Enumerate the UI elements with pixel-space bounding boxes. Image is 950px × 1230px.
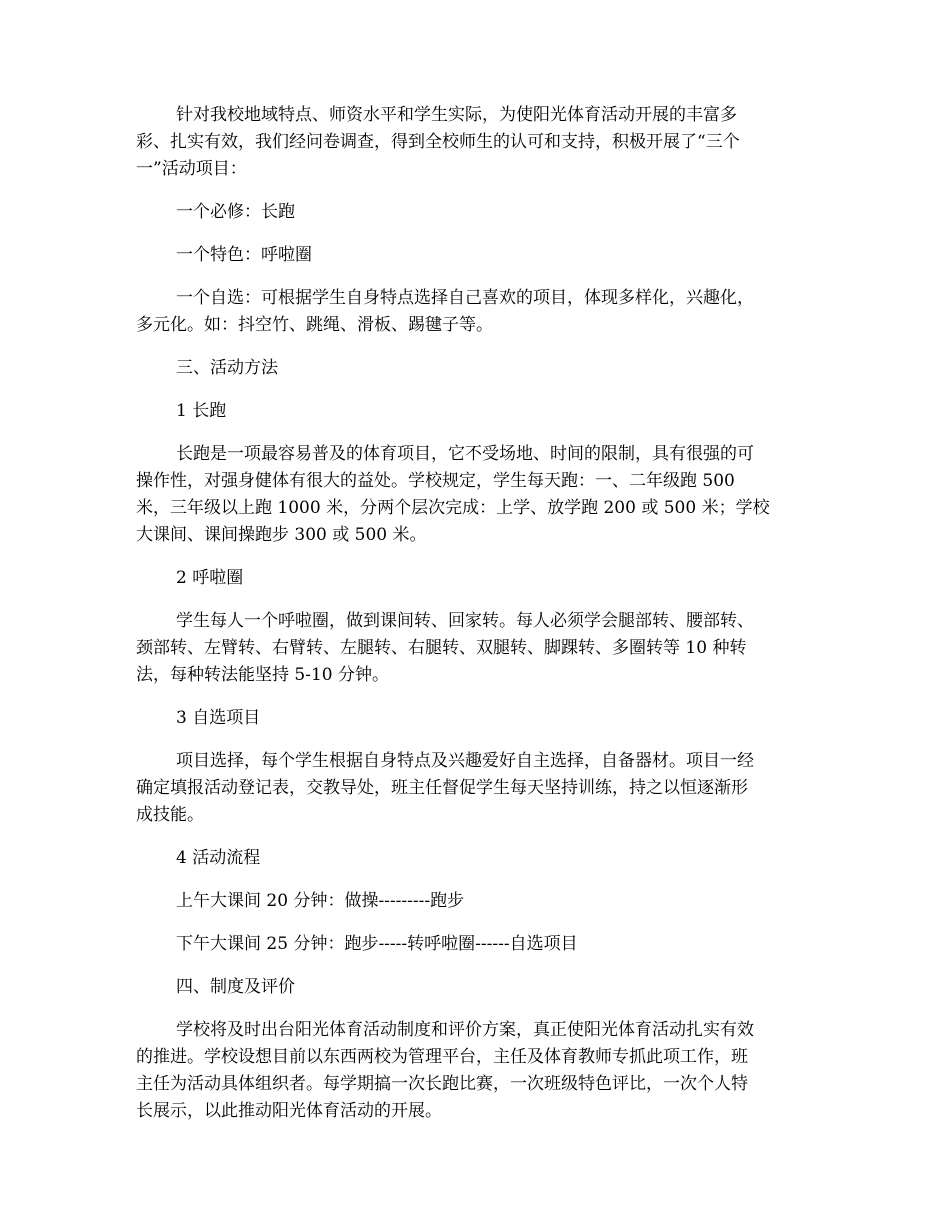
text-line: 下午大课间 25 分钟：跑步-----转呼啦圈------自选项目 xyxy=(176,934,578,954)
text-line: 操作性，对强身健体有很大的益处。学校规定，学生每天跑：一、二年级跑 500 xyxy=(136,471,735,491)
text-line: 三、活动方法 xyxy=(176,358,278,378)
paragraph-p15 xyxy=(136,974,818,1001)
text-line: 学校将及时出台阳光体育活动制度和评价方案，真正使阳光体育活动扎实有效 xyxy=(176,1020,754,1040)
text-line: 上午大课间 20 分钟：做操---------跑步 xyxy=(176,891,465,911)
text-line: 一”活动项目： xyxy=(136,159,247,179)
text-line: 颈部转、左臂转、右臂转、左腿转、右腿转、双腿转、脚踝转、多圈转等 10 种转 xyxy=(136,638,747,658)
paragraph-p10 xyxy=(136,705,818,732)
paragraph-p5 xyxy=(136,355,818,382)
text-line: 针对我校地域特点、师资水平和学生实际，为使阳光体育活动开展的丰富多 xyxy=(176,105,737,125)
text-line: 项目选择，每个学生根据自身特点及兴趣爱好自主选择，自备器材。项目一经 xyxy=(176,751,754,771)
paragraph-p2 xyxy=(136,199,818,226)
text-line: 1 长跑 xyxy=(176,401,227,421)
paragraph-p3 xyxy=(136,242,818,269)
paragraph-p4 xyxy=(136,285,818,339)
text-line: 长展示，以此推动阳光体育活动的开展。 xyxy=(136,1101,442,1121)
paragraph-p6 xyxy=(136,398,818,425)
text-line: 3 自选项目 xyxy=(176,708,261,728)
text-line: 2 呼啦圈 xyxy=(176,568,244,588)
text-line: 4 活动流程 xyxy=(176,848,261,868)
paragraph-p12 xyxy=(136,845,818,872)
paragraph-p13 xyxy=(136,888,818,915)
document-page xyxy=(136,102,818,1141)
paragraph-p9 xyxy=(136,608,818,689)
text-line: 主任为活动具体组织者。每学期搞一次长跑比赛，一次班级特色评比，一次个人特 xyxy=(136,1074,748,1094)
text-line: 四、制度及评价 xyxy=(176,977,295,997)
text-line: 学生每人一个呼啦圈，做到课间转、回家转。每人必须学会腿部转、腰部转、 xyxy=(176,611,754,631)
paragraph-p8 xyxy=(136,565,818,592)
text-line: 大课间、课间操跑步 300 或 500 米。 xyxy=(136,525,427,545)
text-line: 法，每种转法能坚持 5-10 分钟。 xyxy=(136,665,389,685)
paragraph-p7 xyxy=(136,441,818,549)
paragraph-p16 xyxy=(136,1017,818,1125)
text-line: 米，三年级以上跑 1000 米，分两个层次完成：上学、放学跑 200 或 500 米；学校 xyxy=(136,498,770,518)
paragraph-p11 xyxy=(136,748,818,829)
paragraph-p14 xyxy=(136,931,818,958)
text-line: 确定填报活动登记表，交教导处，班主任督促学生每天坚持训练，持之以恒逐渐形 xyxy=(136,778,748,798)
text-line: 多元化。如：抖空竹、跳绳、滑板、踢毽子等。 xyxy=(136,315,493,335)
text-line: 一个特色：呼啦圈 xyxy=(176,245,312,265)
text-line: 一个必修：长跑 xyxy=(176,202,295,222)
paragraph-p1 xyxy=(136,102,818,183)
text-line: 彩、扎实有效，我们经问卷调查，得到全校师生的认可和支持，积极开展了“三个 xyxy=(136,132,740,152)
text-line: 一个自选：可根据学生自身特点选择自己喜欢的项目，体现多样化，兴趣化， xyxy=(176,288,754,308)
text-line: 成技能。 xyxy=(136,805,204,825)
text-line: 长跑是一项最容易普及的体育项目，它不受场地、时间的限制，具有很强的可 xyxy=(176,444,754,464)
text-line: 的推进。学校设想目前以东西两校为管理平台，主任及体育教师专抓此项工作，班 xyxy=(136,1047,748,1067)
